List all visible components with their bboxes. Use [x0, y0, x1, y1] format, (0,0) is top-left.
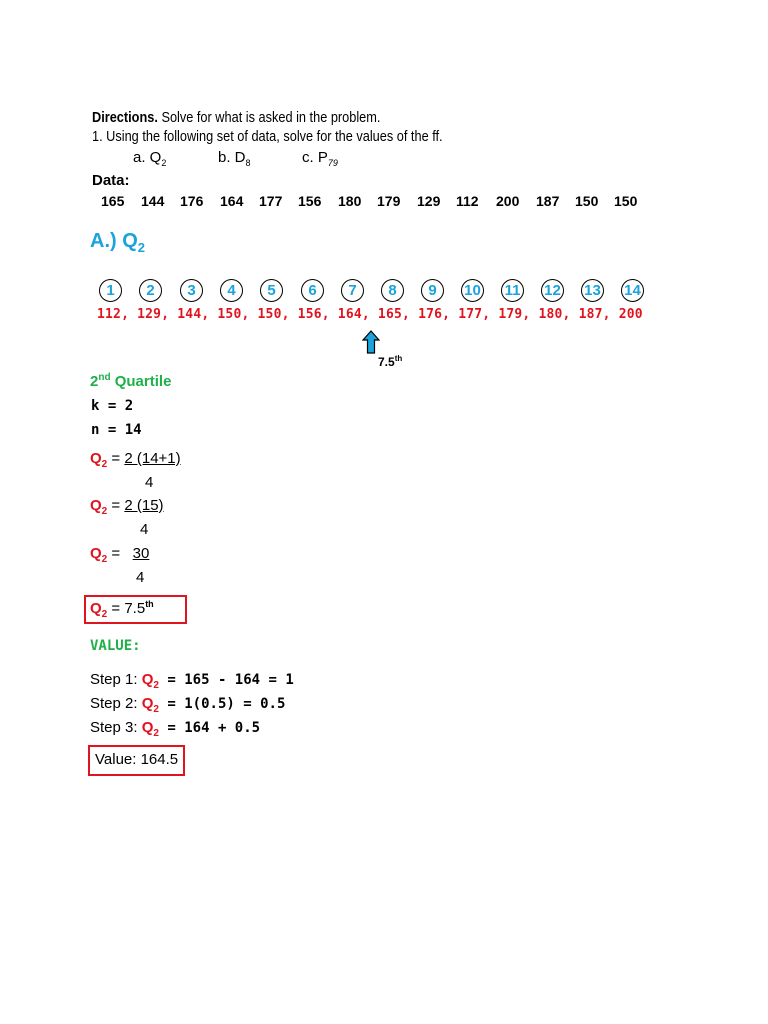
value-result: Value: 164.5 — [95, 751, 179, 768]
rank-circle: 10 — [461, 279, 484, 302]
data-value: 176 — [180, 193, 204, 209]
data-value: 187 — [536, 193, 560, 209]
rank-circle: 14 — [621, 279, 644, 302]
value-step-2: Step 2: $Q_2 = 1(0.5) = 0.5$ — [90, 695, 286, 715]
data-value: 129 — [417, 193, 441, 209]
section-title: A.) $Q_2$ — [90, 230, 146, 255]
directions-label: Directions. — [92, 109, 158, 126]
q2-symbol: $Q_2$ — [90, 545, 108, 565]
data-value: 180 — [338, 193, 362, 209]
formula-numerator: 2 (15) — [124, 497, 164, 514]
problem-text: 1. Using the following set of data, solve for the values of the ff. — [92, 128, 443, 145]
k-line: k = 2 — [91, 398, 134, 414]
data-value: 150 — [614, 193, 638, 209]
data-value: 200 — [496, 193, 520, 209]
answer-text: $Q_2 = 7.5th$ — [90, 599, 154, 620]
value-title: VALUE: — [90, 638, 141, 654]
rank-circle: 8 — [381, 279, 404, 302]
rank-circle: 2 — [139, 279, 162, 302]
formula-step-3: $Q_2 = 30$ — [90, 545, 150, 565]
problem-statement — [92, 128, 504, 145]
formula-step-1: $Q_2 = 2$ (14+1) — [90, 450, 181, 470]
data-value: 112 — [456, 193, 479, 209]
formula-denominator: 4 — [145, 474, 154, 491]
directions-line — [92, 109, 431, 126]
arrow-label: 7.5th — [378, 354, 403, 369]
option-c: c. $P_{79}$ — [302, 149, 338, 168]
rank-circle: 3 — [180, 279, 203, 302]
data-value: 150 — [575, 193, 599, 209]
option-b: b. $D_8$ — [218, 149, 251, 168]
data-value: 179 — [377, 193, 401, 209]
value-step-3: Step 3: $Q_2 = 164 + 0.5$ — [90, 719, 261, 739]
rank-circle: 5 — [260, 279, 283, 302]
formula-step-2: $Q_2 = 2$ (15) — [90, 497, 164, 517]
data-value: 177 — [259, 193, 283, 209]
data-value: 164 — [220, 193, 244, 209]
option-a: a. $Q_2$ — [133, 149, 167, 168]
q2-symbol: $Q_2$ — [90, 450, 108, 470]
formula-denominator: 4 — [136, 569, 145, 586]
up-arrow-icon — [362, 330, 380, 354]
data-value: 144 — [141, 193, 165, 209]
rank-circle: 6 — [301, 279, 324, 302]
rank-circle: 13 — [581, 279, 604, 302]
data-label: Data: — [92, 172, 130, 189]
q2-symbol: $Q_2$ — [90, 497, 108, 517]
sorted-data: 112, 129, 144, 150, 150, 156, 164, 165, 176, 177, 179, 180, 187, 200 — [97, 307, 643, 322]
n-line: n = 14 — [91, 422, 142, 438]
data-value: 165 — [101, 193, 125, 209]
value-step-1: Step 1: $Q_2 = 165 - 164 = 1$ — [90, 671, 294, 691]
rank-circle: 12 — [541, 279, 564, 302]
rank-circle: 4 — [220, 279, 243, 302]
formula-denominator: 4 — [140, 521, 149, 538]
formula-numerator: 2 (14+1) — [124, 450, 181, 467]
directions-text: Solve for what is asked in the problem. — [157, 109, 381, 126]
rank-circle: 1 — [99, 279, 122, 302]
rank-circle: 7 — [341, 279, 364, 302]
data-value: 156 — [298, 193, 322, 209]
quartile-title: 2nd Quartile — [90, 372, 172, 390]
rank-circle: 11 — [501, 279, 524, 302]
rank-circle: 9 — [421, 279, 444, 302]
formula-numerator: 30 — [132, 545, 150, 562]
